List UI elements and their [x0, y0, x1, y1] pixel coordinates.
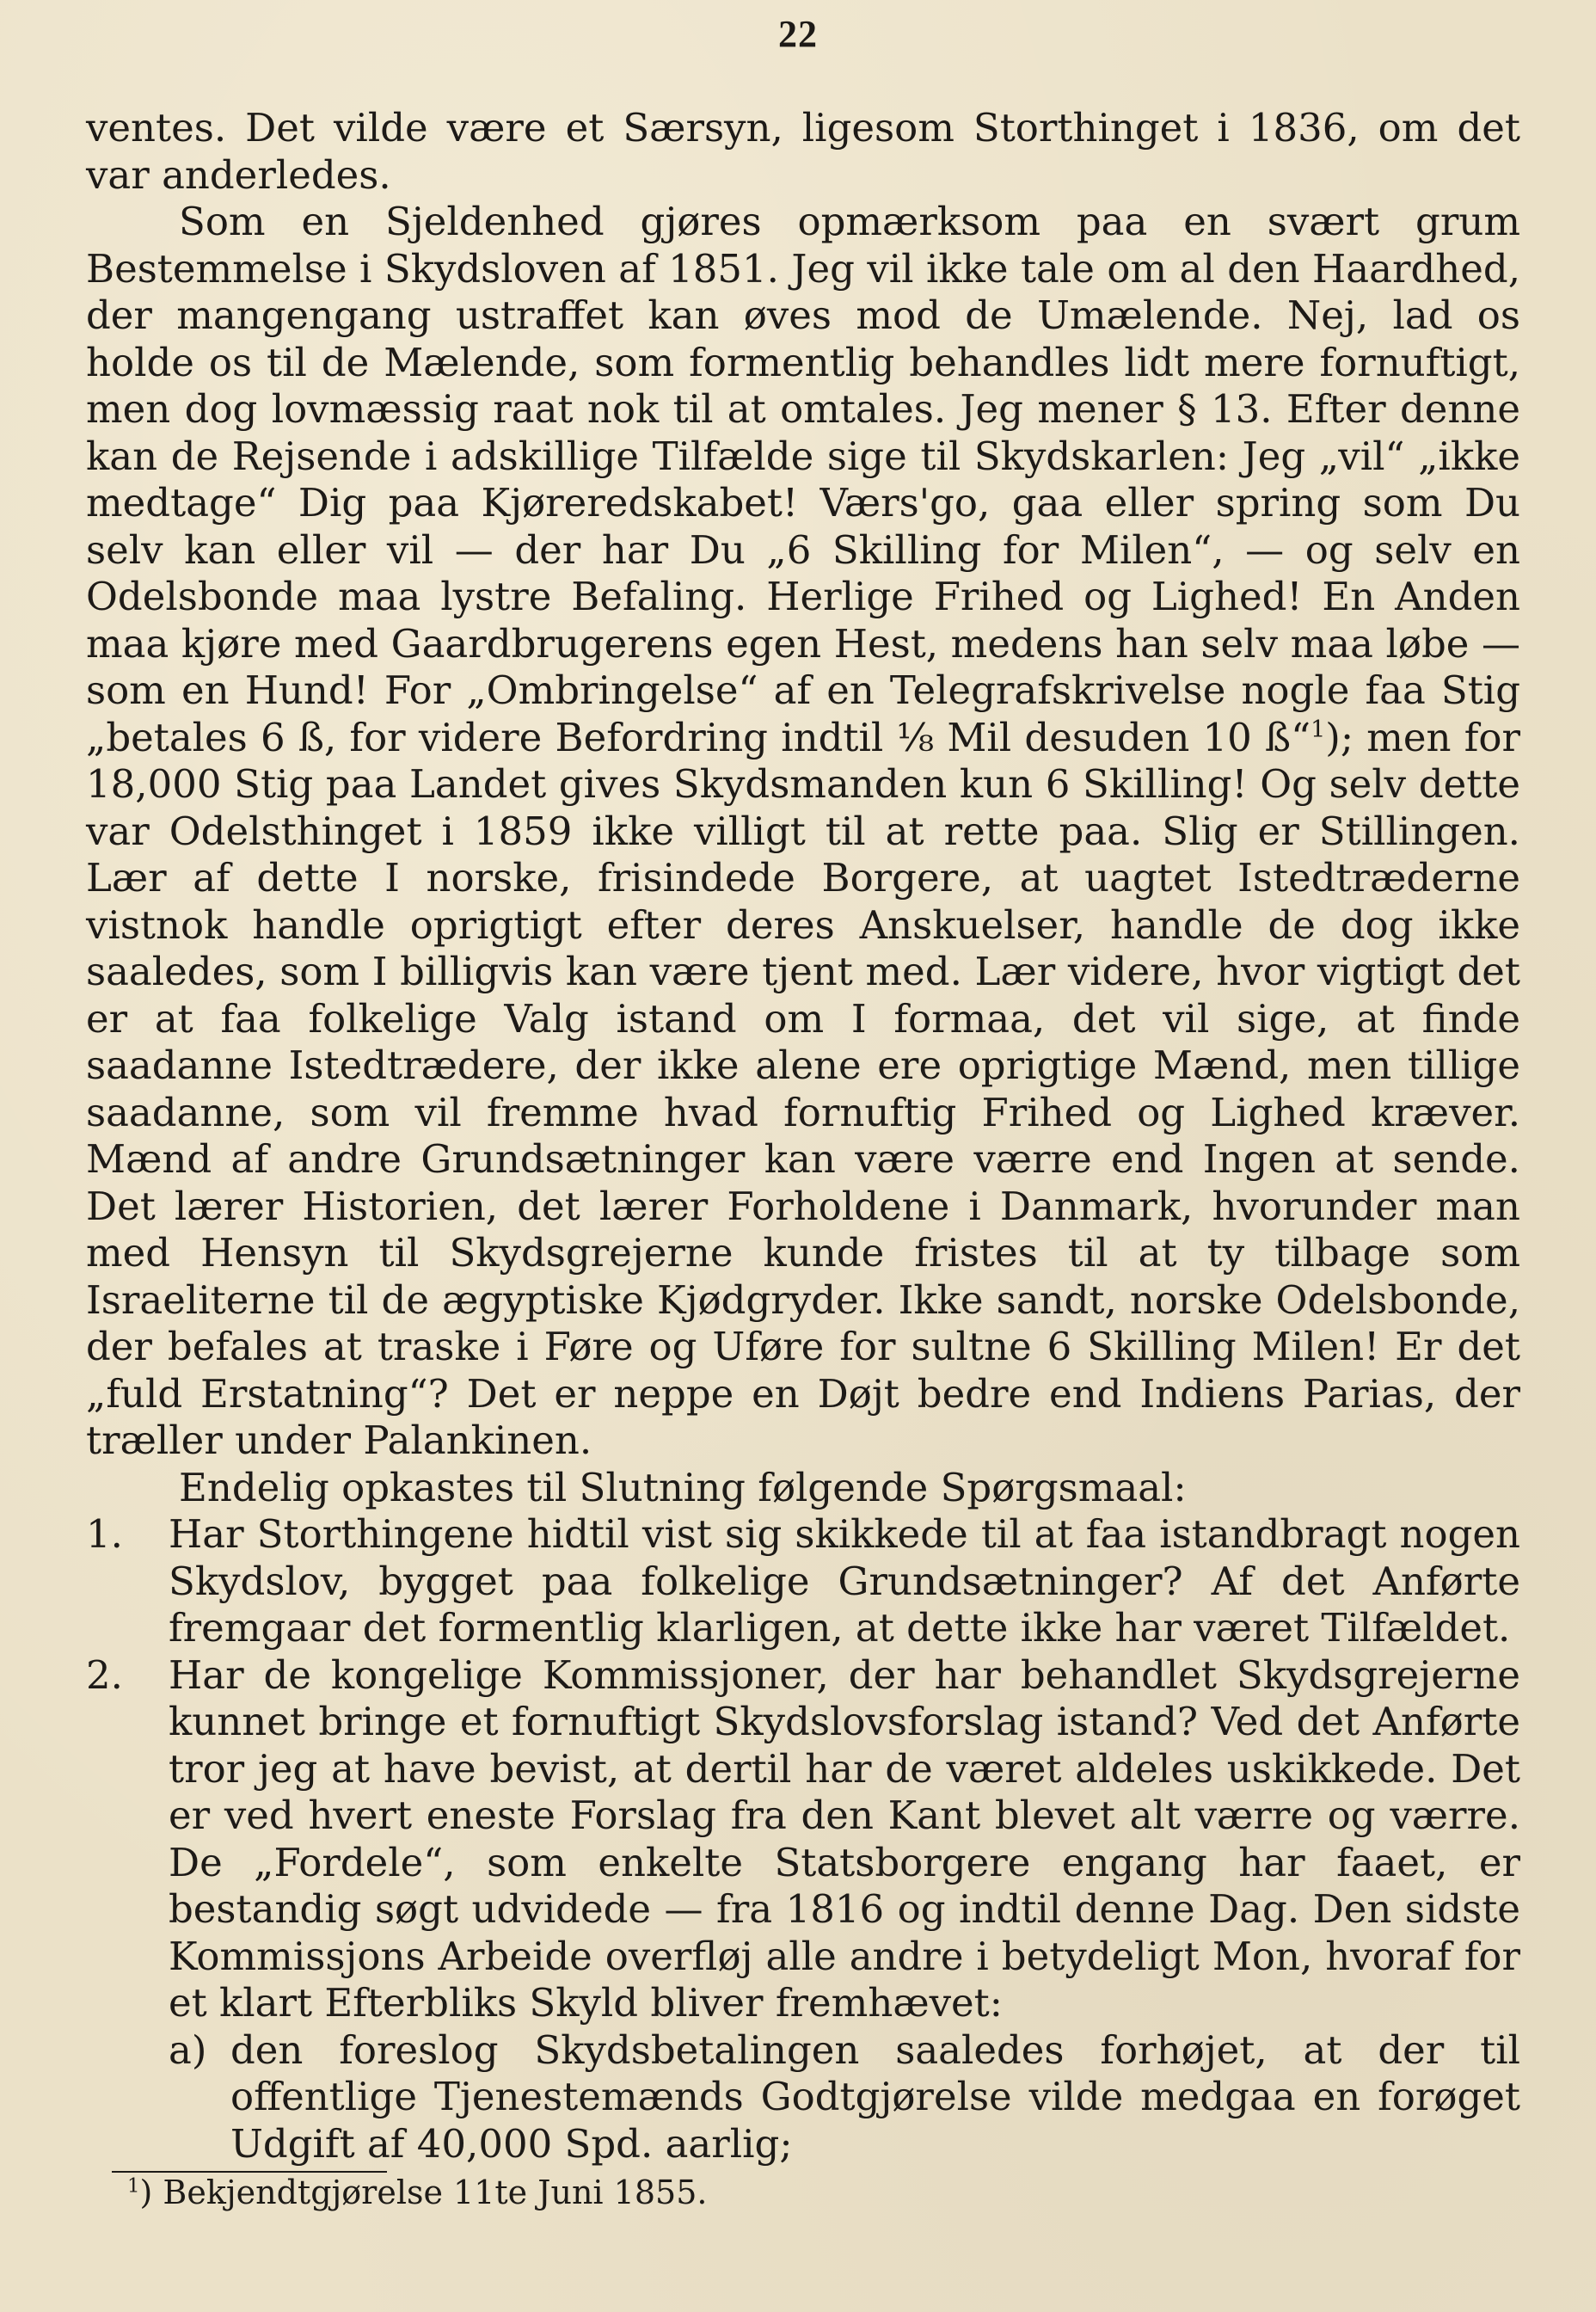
- question-item: [86, 1652, 1520, 2027]
- paragraph-text: ventes. Det vilde være et Særsyn, ligesom Storthinget i 1836, om det var anderledes.: [86, 105, 1520, 198]
- question-item: [86, 1511, 1520, 1652]
- footnote-text: ) Bekjendtgjørelse 11te Juni 1855.: [139, 2174, 708, 2211]
- paragraph-text-continued: ); men for 18,000 Stig paa Landet gives Skydsmanden kun 6 Skilling! Og selv dette var Odelsthinget i 1859 ikke villigt til at rette paa. Slig er Stillingen. Lær af dette I norske, frisindede Borgere, at uagtet Istedtræderne vistnok handle oprigtigt efter deres Anskuelser, handle de dog ikke saaledes, som I billigvis kan være tjent med. Lær videre, hvor vigtigt det er at faa folkelige Valg istand om I formaa, det vil sige, at finde saadanne Istedtrædere, der ikke alene ere oprigtige Mænd, men tillige saadanne, som vil fremme hvad fornuftig Frihed og Lighed kræver. Mænd af andre Grundsætninger kan være værre end Ingen at sende. Det lærer Historien, det lærer Forholdene i Danmark, hvorunder man med Hensyn til Skydsgrejerne kunde fristes til at ty tilbage som Israeliterne til de ægyptiske Kjødgryder. Ikke sandt, norske Odelsbonde, der befales at traske i Føre og Uføre for sultne 6 Skilling Milen! Er det „fuld Erstatning“? Det er neppe en Døjt bedre end Indiens Parias, der træller under Palankinen.: [86, 714, 1520, 1463]
- paragraph-skydsloven: [86, 199, 1520, 1465]
- footnote-reference: 1: [1311, 716, 1326, 743]
- paragraph-text: Endelig opkastes til Slutning følgende Spørgsmaal:: [179, 1464, 1187, 1510]
- question-text: Har de kongelige Kommissjoner, der har behandlet Skydsgrejerne kunnet bringe et fornuftigt Skydslovsforslag istand? Ved det Anførte tror jeg at have bevist, at dertil har de været aldeles uskikkede. Det er ved hvert eneste Forslag fra den Kant blevet alt værre og værre. De „Fordele“, som enkelte Statsborgere engang har faaet, er bestandig søgt udvidede — fra 1816 og indtil denne Dag. Den sidste Kommissjons Arbeide overfløj alle andre i betydeligt Mon, hvoraf for et klart Efterbliks Skyld bliver fremhævet:: [169, 1651, 1520, 2026]
- footnote-marker: 1: [127, 2174, 140, 2198]
- question-number: 2.: [86, 1651, 123, 1698]
- page-number: 22: [778, 13, 818, 55]
- sub-point-label: a): [169, 2026, 207, 2073]
- sub-point-text: den foreslog Skydsbetalingen saaledes forhøjet, at der til offentlige Tjenestemænds Godtgjørelse vilde medgaa en forøget Udgift af 40,000 Spd. aarlig;: [230, 2026, 1520, 2167]
- footnote: [127, 2171, 707, 2214]
- question-text: Har Storthingene hidtil vist sig skikkede til at faa istandbragt nogen Skydslov, bygget paa folkelige Grundsætninger? Af det Anførte fremgaar det formentlig klarligen, at dette ikke har været Tilfældet.: [169, 1511, 1520, 1651]
- paragraph-questions-intro: [86, 1465, 1520, 1512]
- paragraph-continuation: [86, 105, 1520, 199]
- sub-point-item: [169, 2027, 1520, 2168]
- question-number: 1.: [86, 1511, 123, 1557]
- paragraph-text: Som en Sjeldenhed gjøres opmærksom paa en svært grum Bestemmelse i Skydsloven af 1851. Jeg vil ikke tale om al den Haardhed, der mangengang ustraffet kan øves mod de Umælende. Nej, lad os holde os til de Mælende, som formentlig behandles lidt mere fornuftigt, men dog lovmæssig raat nok til at omtales. Jeg mener § 13. Efter denne kan de Rejsende i adskillige Tilfælde sige til Skydskarlen: Jeg „vil“ „ikke medtage“ Dig paa Kjøreredskabet! Værs'go, gaa eller spring som Du selv kan eller vil — der har Du „6 Skilling for Milen“, — og selv en Odelsbonde maa lystre Befaling. Herlige Frihed og Lighed! En Anden maa kjøre med Gaardbrugerens egen Hest, medens han selv maa løbe — som en Hund! For „Ombringelse“ af en Telegrafskrivelse nogle faa Stig „betales 6 ß, for videre Befordring indtil ⅛ Mil desuden 10 ß“: [86, 199, 1520, 760]
- body-text: [86, 105, 1520, 2168]
